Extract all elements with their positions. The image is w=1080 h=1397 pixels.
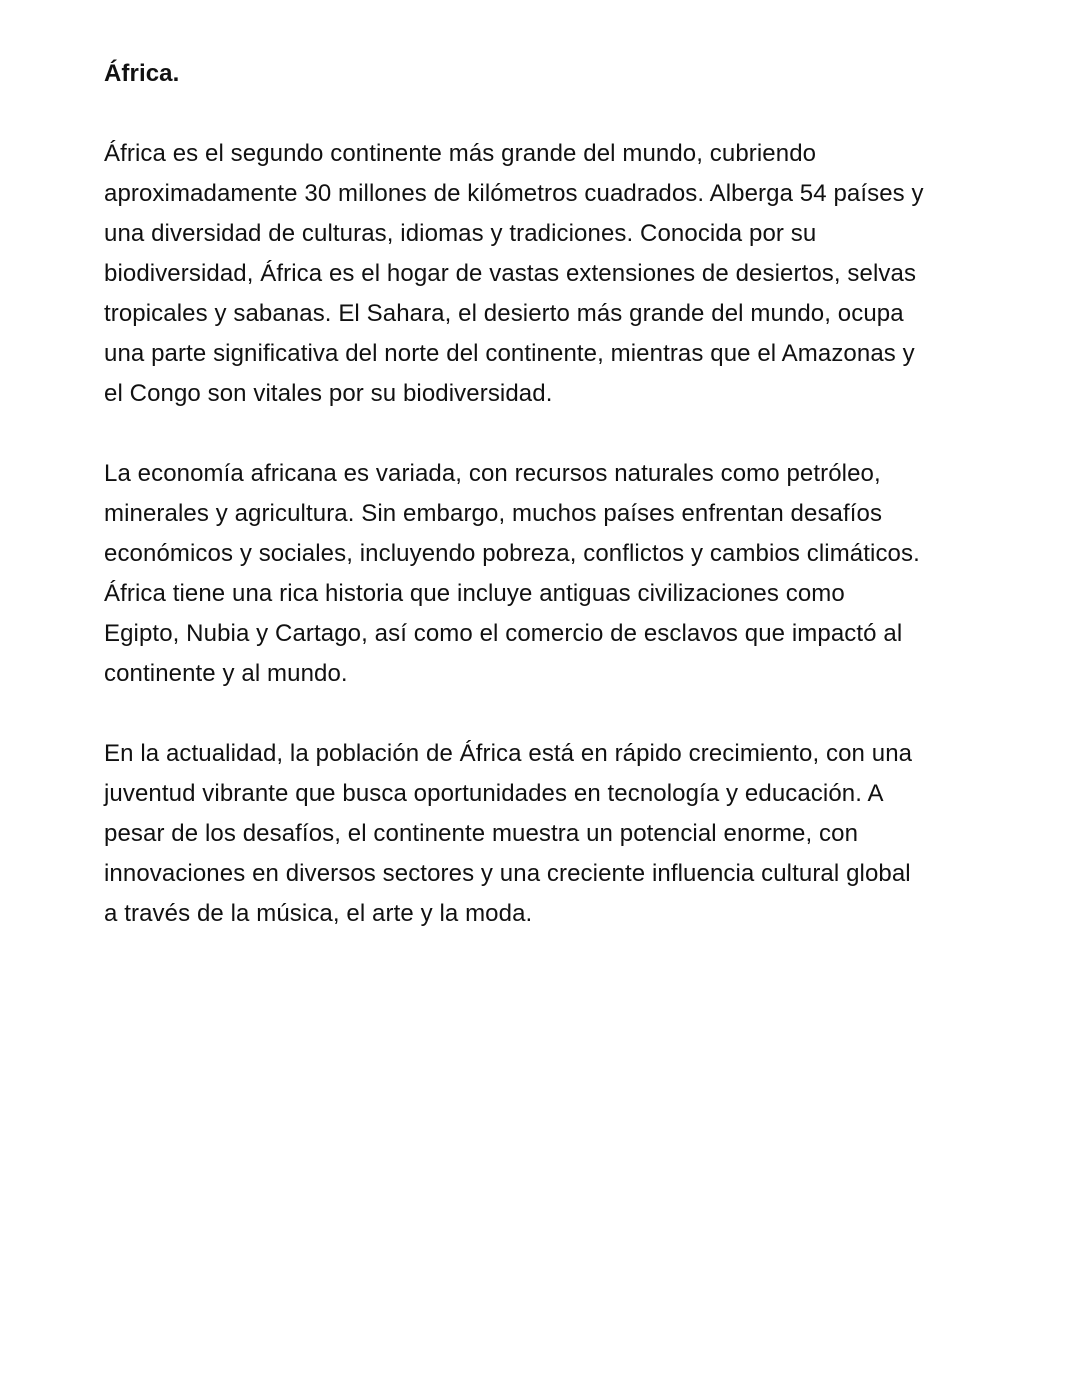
paragraph-1: África es el segundo continente más grande del mundo, cubriendo aproximadamente 30 millones de kilómetros cuadrados. Alberga 54 países y una diversidad de culturas, idiomas y tradiciones. Conocida por su biodiversidad, África es el hogar de vastas extensiones de desiertos, selvas tropicales y sabanas. El Sahara, el desierto más grande del mundo, ocupa una parte significativa del norte del continente, mientras que el Amazonas y el Congo son vitales por su biodiversidad.	[104, 140, 924, 407]
paragraph-3: En la actualidad, la población de África está en rápido crecimiento, con una juventud vibrante que busca oportunidades en tecnología y educación. A pesar de los desafíos, el continente muestra un potencial enorme, con innovaciones en diversos sectores y una creciente influencia cultural global a través de la música, el arte y la moda.	[104, 740, 913, 927]
paragraph-2: La economía africana es variada, con recursos naturales como petróleo, minerales y agricultura. Sin embargo, muchos países enfrentan desafíos económicos y sociales, incluyendo pobreza, conflictos y cambios climáticos. África tiene una rica historia que incluye antiguas civilizaciones como Egipto, Nubia y Cartago, así como el comercio de esclavos que impactó al continente y al mundo.	[104, 460, 920, 687]
document-page	[104, 54, 924, 934]
document-title: África.	[104, 60, 180, 87]
